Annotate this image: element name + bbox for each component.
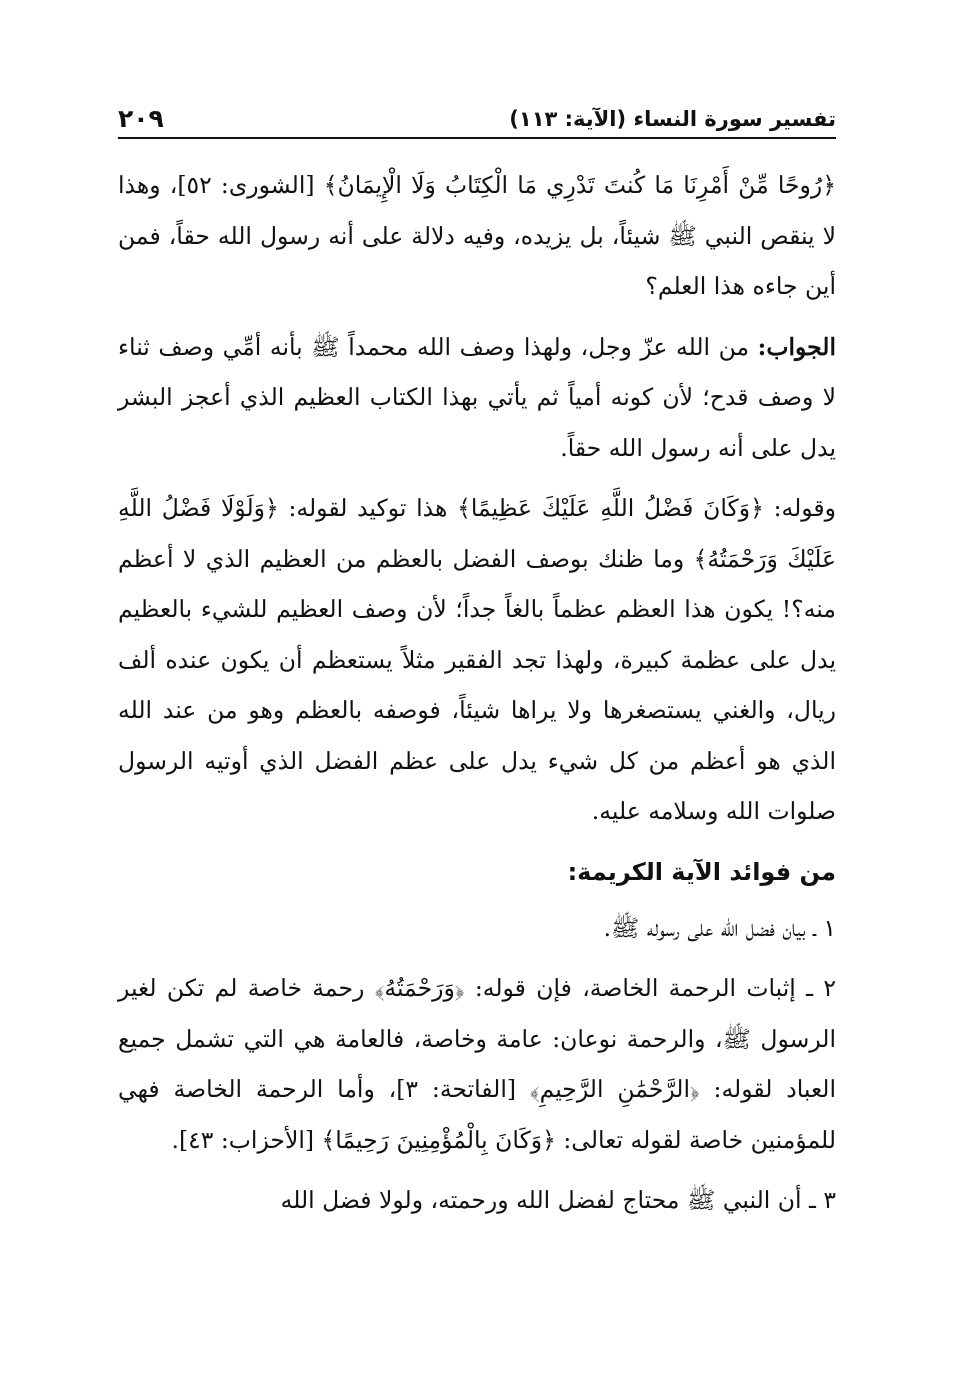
page-number: ٢٠٩ [118,104,164,133]
paragraph-commentary [118,483,836,837]
header-divider [118,137,836,139]
page-body [118,160,836,1236]
running-title: تفسير سورة النساء (الآية: ١١٣) [509,107,836,131]
paragraph-text: ﴿رُوحًا مِّنْ أَمْرِنَا مَا كُنتَ تَدْرِي مَا الْكِتَابُ وَلَا الْإِيمَانُ﴾ [الشورى: ٥٢]، وهذا لا ينقص النبي ﷺ شيئاً، بل يزيده، وفيه دلالة على أنه رسول الله حقاً، فمن أين جاءه هذا العلم؟ [118,171,836,300]
benefit-item-1: ١ ـ بيان فضل الله على رسوله ﷺ. [603,913,836,942]
benefit-item-2: ٢ ـ إثبات الرحمة الخاصة، فإن قوله: ﴿وَرَحْمَتُهُ﴾ رحمة خاصة لم تكن لغير الرسول ﷺ، والرحمة نوعان: عامة وخاصة، فالعامة هي التي تشمل جميع العباد لقوله: ﴿الرَّحْمَٰنِ الرَّحِيمِ﴾ [الفاتحة: ٣]، وأما الرحمة الخاصة فهي للمؤمنين خاصة لقوله تعالى: ﴿وَكَانَ بِالْمُؤْمِنِينَ رَحِيمًا﴾ [الأحزاب: ٤٣]. [118,974,836,1154]
benefit-item-3: ٣ ـ أن النبي ﷺ محتاج لفضل الله ورحمته، ولولا فضل الله [280,1186,836,1214]
answer-lead: الجواب: [757,332,836,361]
paragraph-quran-quote [118,160,836,312]
page-header [118,92,836,134]
paragraph-text: من الله عزّ وجل، ولهذا وصف الله محمداً ﷺ بأنه أمِّي وصف ثناء لا وصف قدح؛ لأن كونه أمياً ثم يأتي بهذا الكتاب العظيم الذي أعجز البشر يدل على أنه رسول الله حقاً. [118,332,836,462]
section-heading: من فوائد الآية الكريمة: [567,857,836,886]
paragraph-text: وقوله: ﴿وَكَانَ فَضْلُ اللَّهِ عَلَيْكَ عَظِيمًا﴾ هذا توكيد لقوله: ﴿وَلَوْلَا فَضْلُ اللَّهِ عَلَيْكَ وَرَحْمَتُهُ﴾ وما ظنك بوصف الفضل بالعظم من العظيم الذي لا أعظم منه؟! يكون هذا العظم عظماً بالغاً جداً؛ لأن وصف العظيم للشيء بالعظيم يدل على عظمة كبيرة، ولهذا تجد الفقير مثلاً يستعظم أن يكون عنده ألف ريال، والغني يستصغرها ولا يراها شيئاً، فوصفه بالعظم وهو من عند الله الذي هو أعظم من كل شيء يدل على عظم الفضل الذي أوتيه الرسول صلوات الله وسلامه عليه. [118,494,836,825]
paragraph-answer [118,322,836,474]
